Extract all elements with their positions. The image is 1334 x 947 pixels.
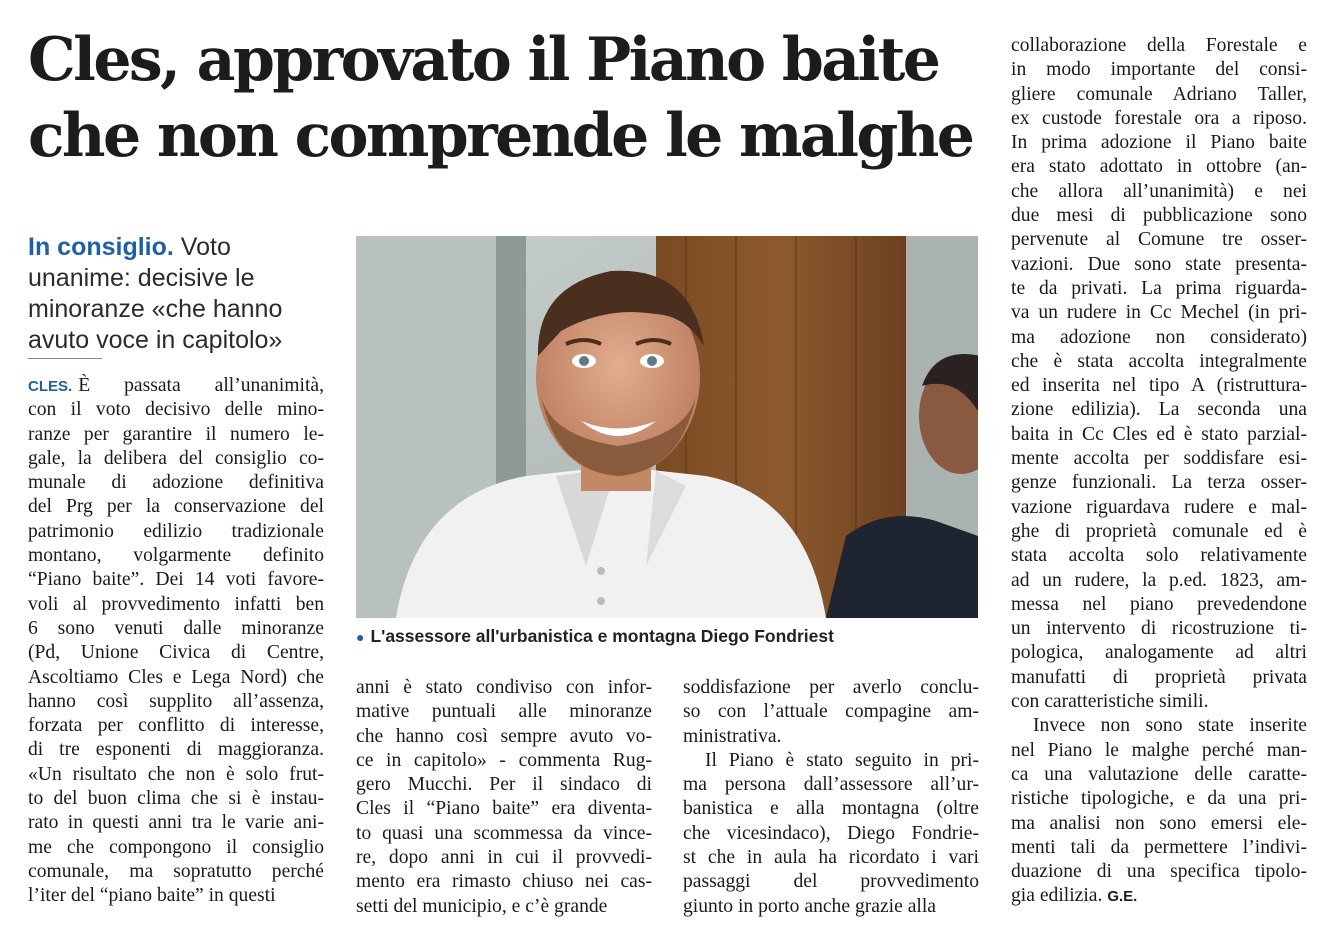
text-line-content: ad un rudere, la p.ed. 1823, am- (1011, 569, 1307, 591)
text-line (356, 822, 652, 846)
text-line-content: l’iter del “piano baite” in questi (28, 885, 276, 907)
text-line-content: banistica e alla montagna (oltre (683, 798, 979, 820)
text-line-content: mento era rimasto chiuso nei cas- (356, 871, 652, 893)
text-line (356, 870, 652, 894)
article-column-3 (683, 676, 979, 919)
text-line (28, 471, 324, 495)
text-line (1011, 398, 1307, 422)
text-line (683, 846, 979, 870)
text-line-content: collaborazione della Forestale e (1011, 35, 1307, 56)
text-line (1011, 520, 1307, 544)
text-line (28, 423, 324, 447)
text-line (28, 398, 324, 422)
text-line (28, 763, 324, 787)
text-line-content: zione edilizia). La seconda una (1011, 399, 1307, 421)
text-line-content: ghe di proprietà comunale ed è (1011, 520, 1307, 542)
text-line-content: era stato adottato in ottobre (an- (1011, 156, 1307, 178)
text-line (28, 520, 324, 544)
text-line-content: ce in capitolo» - commenta Rug- (356, 749, 652, 771)
text-line-content: forzata per conflitto di interesse, (28, 715, 324, 737)
text-line-content: Cles il “Piano baite” era diventa- (356, 798, 652, 820)
text-line (28, 836, 324, 860)
text-line-content: che è stata accolta integralmente (1011, 350, 1307, 372)
subhead-line: avuto voce in capitolo» (28, 326, 283, 354)
text-line (28, 714, 324, 738)
text-line-content: montano, volgarmente definito (28, 545, 324, 567)
text-line-content: Ascoltiamo Cles e Lega Nord) che (28, 666, 324, 688)
article-column-2 (356, 676, 652, 919)
text-line-content: menti tali da permettere l’indivi- (1011, 836, 1307, 858)
text-line (356, 846, 652, 870)
text-line (1011, 277, 1307, 301)
text-line (683, 797, 979, 821)
text-line (28, 690, 324, 714)
text-line (1011, 107, 1307, 131)
text-line-content: pologica, analogamente ad altri (1011, 642, 1307, 664)
text-line (1011, 471, 1307, 495)
text-line (1011, 155, 1307, 179)
text-line-content: ca una valutazione delle caratte- (1011, 763, 1307, 785)
photo-caption (356, 626, 996, 647)
text-line-content: rato in questi anni tra le varie ani- (28, 812, 324, 834)
text-line (1011, 180, 1307, 204)
text-line (1011, 301, 1307, 325)
text-line (28, 568, 324, 592)
text-line-content: patrimonio edilizio tradizionale (28, 520, 324, 542)
text-line (1011, 641, 1307, 665)
text-line-content: (Pd, Unione Civica di Centre, (28, 642, 324, 664)
text-line (1011, 884, 1307, 908)
text-line (28, 884, 324, 908)
text-line (28, 666, 324, 690)
text-line-content: In prima adozione il Piano baite (1011, 132, 1307, 154)
text-line (28, 495, 324, 519)
text-line (28, 641, 324, 665)
text-line-content: baita in Cc Cles ed è stato parzial- (1011, 423, 1307, 445)
text-line-content: to del buon clima che si è instau- (28, 788, 324, 810)
text-line-content: “Piano baite”. Dei 14 voti favore- (28, 569, 324, 591)
text-line (683, 870, 979, 894)
text-line (1011, 812, 1307, 836)
text-line (683, 700, 979, 724)
text-line-content: anni è stato condiviso con infor- (356, 677, 652, 698)
subhead-line: unanime: decisive le (28, 264, 255, 292)
text-line (1011, 787, 1307, 811)
article-column-4 (1011, 34, 1307, 909)
text-line (1011, 544, 1307, 568)
subhead-kicker: In consiglio. (28, 233, 174, 261)
text-line (1011, 204, 1307, 228)
text-line-content: soddisfazione per averlo conclu- (683, 677, 979, 698)
text-line-content: va un rudere in Cc Mechel (in pri- (1011, 302, 1307, 324)
text-line-content: che vicesindaco), Diego Fondrie- (683, 822, 979, 844)
text-line (28, 811, 324, 835)
text-line-content: ristiche tipologiche, e da una pri- (1011, 788, 1307, 810)
text-line-content: giunto in porto anche grazie alla (683, 895, 936, 917)
headline-line-2: che non comprende le malghe (28, 101, 973, 171)
text-line (356, 895, 652, 919)
text-line-content: ministrativa. (683, 725, 782, 747)
text-line (356, 676, 652, 700)
text-line (1011, 34, 1307, 58)
text-line-content: me che compongono il consiglio (28, 836, 324, 858)
text-line-content: te da privati. La prima riguarda- (1011, 277, 1307, 299)
text-line-content: so con l’attuale compagine am- (683, 701, 979, 723)
text-line-content: È passata all’unanimità, (78, 375, 324, 396)
text-line (1011, 58, 1307, 82)
subhead-line: Voto (180, 233, 231, 261)
text-line (28, 617, 324, 641)
text-line-content: comunale, ma sopratutto perché (28, 860, 324, 882)
text-line-content: stata accolta solo relativamente (1011, 545, 1307, 567)
text-line-content: del Prg per la conservazione del (28, 496, 324, 518)
text-line-content: st che in aula ha ricordato i vari (683, 847, 979, 869)
text-line (683, 822, 979, 846)
text-line (683, 725, 979, 749)
text-line-content: 6 sono venuti dalle minoranze (28, 617, 324, 639)
text-line-content: che hanno così sempre avuto vo- (356, 725, 652, 747)
text-line (1011, 836, 1307, 860)
text-line (356, 700, 652, 724)
text-line-content: re, dopo anni in cui il provvedi- (356, 847, 652, 869)
text-line (28, 860, 324, 884)
text-line-content: con caratteristiche simili. (1011, 691, 1209, 713)
text-line-content: che allora all’unanimità) e nei (1011, 180, 1307, 202)
text-line-content: manufatti di proprietà privata (1011, 666, 1307, 688)
article-column-1 (28, 374, 324, 909)
text-line (356, 773, 652, 797)
text-line-content: hanno così supplito all’assenza, (28, 690, 324, 712)
text-line (683, 749, 979, 773)
text-line-content: pervenute al Comune tre osser- (1011, 229, 1307, 251)
text-line (28, 544, 324, 568)
text-line (1011, 763, 1307, 787)
caption-text: L'assessore all'urbanistica e montagna Diego Fondriest (370, 626, 834, 646)
text-line-content: «Un risultato che non è solo frut- (28, 763, 324, 785)
text-line-content: in modo importante del consi- (1011, 59, 1307, 81)
text-line-content: mente accolta per soddisfare esi- (1011, 448, 1307, 470)
text-line (1011, 131, 1307, 155)
text-line (1011, 860, 1307, 884)
text-line (1011, 617, 1307, 641)
text-line (28, 593, 324, 617)
text-line-content: ma adozione non considerato) (1011, 326, 1307, 348)
text-line-content: vazioni. Due sono state presenta- (1011, 253, 1307, 275)
text-line-content: munale di adozione definitiva (28, 472, 324, 494)
text-line-content: ex custode forestale ora a riposo. (1011, 107, 1307, 129)
text-line-content: genze funzionali. La terza osser- (1011, 472, 1307, 494)
text-line (1011, 423, 1307, 447)
text-line-content: Il Piano è stato seguito in pri- (705, 749, 979, 771)
text-line (1011, 374, 1307, 398)
text-line-content: con il voto decisivo delle mino- (28, 399, 324, 421)
text-line (356, 797, 652, 821)
text-line (1011, 350, 1307, 374)
text-line-content: nel Piano le malghe perché man- (1011, 739, 1307, 761)
text-line-content: setti del municipio, e c’è grande (356, 895, 608, 917)
subheadline (28, 232, 348, 356)
text-line (1011, 690, 1307, 714)
headline (28, 22, 998, 174)
text-line-content: ed inserita nel tipo A (ristruttura- (1011, 375, 1307, 397)
text-line (28, 374, 324, 398)
dateline: CLES. (28, 378, 73, 395)
text-line (356, 725, 652, 749)
text-line-content: gero Mucchi. Per il sindaco di (356, 774, 652, 796)
subhead-line: minoranze «che hanno (28, 295, 283, 323)
text-line-content: passaggi del provvedimento (683, 871, 979, 893)
caption-bullet-icon: ● (356, 629, 365, 645)
text-line-content: ma analisi non sono emersi ele- (1011, 812, 1307, 834)
text-line (683, 676, 979, 700)
text-line-content: duazione di una specifica tipolo- (1011, 861, 1307, 883)
text-line-content: ranze per garantire il numero le- (28, 423, 324, 445)
text-line (1011, 228, 1307, 252)
text-line (1011, 666, 1307, 690)
text-line (28, 738, 324, 762)
text-line (1011, 447, 1307, 471)
portrait-illustration (356, 236, 978, 618)
text-line (683, 895, 979, 919)
text-line (1011, 593, 1307, 617)
text-line (1011, 253, 1307, 277)
text-line-content: gia edilizia. (1011, 885, 1103, 907)
text-line-content: to quasi una scommessa da vince- (356, 822, 652, 844)
text-line (683, 773, 979, 797)
text-line-content: mative puntuali alle minoranze (356, 701, 652, 723)
text-line-content: Invece non sono state inserite (1033, 715, 1307, 737)
author-signature: G.E. (1107, 888, 1138, 906)
text-line-content: gliere comunale Adriano Taller, (1011, 83, 1307, 105)
text-line-content: di tre esponenti di maggioranza. (28, 739, 324, 761)
text-line (356, 749, 652, 773)
text-line (1011, 714, 1307, 738)
text-line-content: un intervento di ricostruzione ti- (1011, 618, 1307, 640)
text-line-content: vazione riguardava rudere e mal- (1011, 496, 1307, 518)
text-line-content: due mesi di pubblicazione sono (1011, 205, 1307, 227)
text-line-content: gale, la delibera del consiglio co- (28, 447, 324, 469)
text-line (1011, 83, 1307, 107)
text-line-content: messa nel piano prevedendone (1011, 593, 1307, 615)
text-line (28, 447, 324, 471)
subhead-divider (28, 358, 102, 359)
text-line-content: ma persona dall’assessore all’ur- (683, 774, 979, 796)
text-line (1011, 496, 1307, 520)
text-line (1011, 326, 1307, 350)
article-photo (356, 236, 978, 618)
text-line-content: voli al provvedimento infatti ben (28, 593, 324, 615)
text-line (1011, 739, 1307, 763)
headline-line-1: Cles, approvato il Piano baite (28, 25, 939, 95)
text-line (1011, 569, 1307, 593)
text-line (28, 787, 324, 811)
